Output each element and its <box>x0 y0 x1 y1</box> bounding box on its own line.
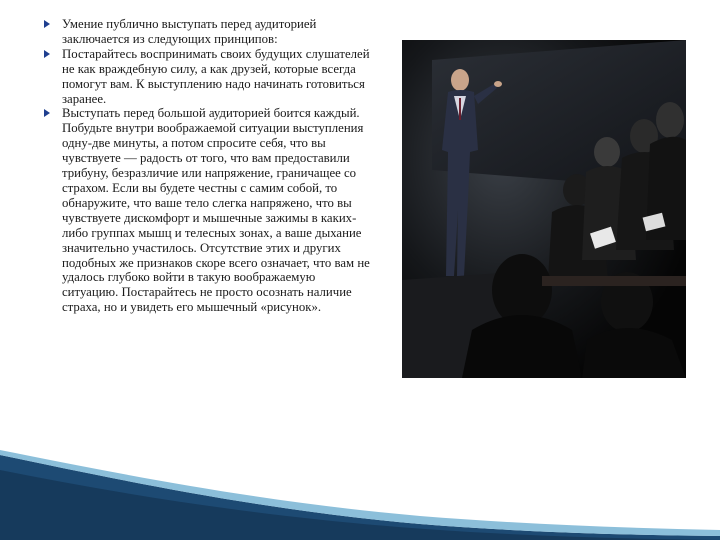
bullet-arrow-icon <box>44 20 50 28</box>
bullet-arrow-icon <box>44 109 50 117</box>
speaker-photo <box>402 40 686 378</box>
bullet-item <box>44 47 374 107</box>
bullet-item <box>44 17 374 47</box>
bullet-arrow-icon <box>44 50 50 58</box>
bullet-list <box>44 17 374 315</box>
bullet-text: Постарайтесь воспринимать своих будущих слушателей не как враждебную силу, а как друзей, которые всегда помогут вам. К выступлению надо начинать готовиться заранее. <box>62 46 370 106</box>
bottom-swoosh-decoration <box>0 440 720 540</box>
bullet-text: Умение публично выступать перед аудиторией заключается из следующих принципов: <box>62 17 317 46</box>
bullet-text: Выступать перед большой аудиторией боится каждый. Побудьте внутри воображаемой ситуации выступления одну-две минуты, а потом спросите себя, что вы чувствуете — радость от того, что вам предоставили трибуну, безразличие или напряжение, граничащее со страхом. Если вы будете честны с самим собой, то обнаружите, что ваше тело слегка напряжено, что вы чувствуете дискомфорт и мышечные зажимы в каких-либо группах мышц и телесных зонах, а ваше дыхание значительно участилось. Отсутствие этих и других подобных же признаков скоре всего означает, что вам не удалось глубоко войти в такую воображаемую ситуацию. Постарайтесь не просто осознать наличие страха, но и увидеть его мышечный «рисунок». <box>62 106 370 315</box>
speaker-photo-illustration <box>402 40 686 378</box>
bullet-item <box>44 106 374 315</box>
